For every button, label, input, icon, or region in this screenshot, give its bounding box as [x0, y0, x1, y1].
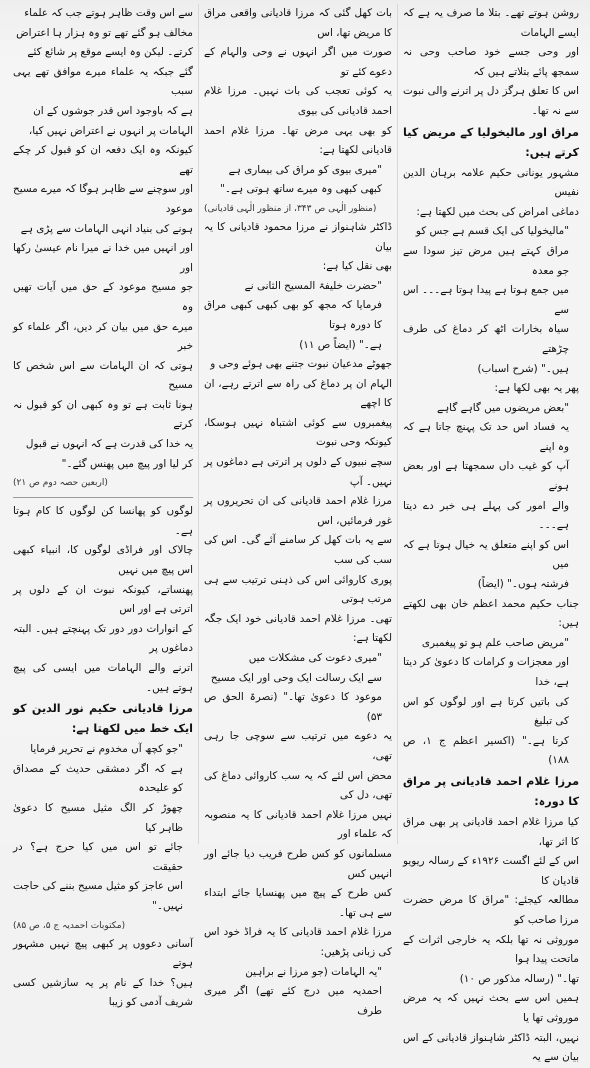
citation: (منظور الٰہی ص ۳۴۳، از منظور الٰہی قادیانی): [204, 203, 377, 214]
column-left: [8, 4, 198, 1009]
paragraph: مشہور یونانی حکیم علامہ برہان الدین نفیس دماغی امراض کی بحث میں لکھتا ہے:: [403, 166, 579, 218]
quotation: "جو کچھ آں مخدوم نے تحریر فرمایا ہے کہ اگر دمشقی حدیث کے مصداق کو علیحدہ چھوڑ کر الگ مثیل مسیح کا دعویٰ ظاہر کیا جائے تو اس میں کیا حرج ہے؟ در حقیقت اس عاجز کو مثیل مسیح بننے کی حاجت نہیں۔": [13, 743, 183, 912]
quotation: "میری بیوی کو مراق کی بیماری ہے کبھی کبھی وہ میرے ساتھ ہوتی ہے۔": [220, 163, 382, 196]
paragraph: یہ دعوے میں ترتیب سے سوچی جا رہی تھی، محض اس لئے کہ یہ سب کاروائی دماغ کی تھی، دل کی نہیں مرزا غلام احمد قادیانی کا یہ منصوبہ کہ علماء اور مسلمانوں کو کس طرح فریب دیا جائے اور انہیں کس کس طرح کے پیچ میں پھنسایا جائے ابتداء سے ہی تھا۔ مرزا غلام احمد قادیانی کا یہ فراڈ خود اس کی زبانی پڑھیں:: [204, 730, 392, 958]
citation: (مکتوبات احمدیہ ج ۵، ص ۸۵): [13, 920, 126, 931]
quotation: "میری دعوت کی مشکلات میں سے ایک رسالت ایک وحی اور ایک مسیح موعود کا دعویٰ تھا۔" (نصرۃ الحق ص ۵۳): [204, 652, 382, 723]
section-heading: مرزا غلام احمد قادیانی پر مراق کا دورہ:: [403, 774, 579, 808]
paragraph: روشن ہوتے تھے۔ بتلا ما صرف یہ ہے کہ ایسے الہامات اور وحی جسے خود صاحب وحی نہ سمجھ پائے بتلاتے ہیں کہ اس کا تعلق ہرگز دل پر اترنے والی نبوت سے نہ تھا۔: [403, 7, 579, 117]
section-heading: مرزا قادیانی حکیم نور الدین کو ایک خط میں لکھتا ہے:: [13, 702, 193, 736]
section-heading: مراق اور مالیخولیا کے مریض کیا کرتے ہیں:: [403, 125, 579, 159]
paragraph: جھوٹے مدعیان نبوت جتنے بھی ہوئے وحی و الہام ان پر دماغ کی راہ سے اترتے رہے، ان کا اچھے پیغمبروں سے کوئی اشتباہ نہیں ہوسکا، کیونکہ وحی نبوت سچے نبیوں کے دلوں پر اترتی ہے دماغوں پر نہیں۔ آپ مرزا غلام احمد قادیانی کی ان تحریروں پر غور فرمائیں، اس سے یہ بات کھل کر سامنے آئے گی۔ اس کی سب کی سب پوری کاروائی اس کی ذہنی ترتیب سے ہی مرتب ہوتی تھی۔ مرزا غلام احمد قادیانی خود ایک جگہ لکھتا ہے:: [204, 358, 392, 645]
quotation: "یہ الہامات (جو مرزا نے براہین احمدیہ میں درج کئے تھے) اگر میری طرف: [204, 965, 382, 1017]
paragraph: جناب حکیم محمد اعظم خان بھی لکھتے ہیں:: [403, 597, 579, 630]
paragraph: پھر یہ بھی لکھا ہے:: [494, 382, 579, 395]
quotation: "حضرت خلیفۃ المسیح الثانی نے فرمایا کہ مجھ کو بھی کبھی کبھی مراق کا دورہ ہوتا ہے۔" (ایضاً ص ۱۱): [204, 279, 382, 351]
paragraph: ڈاکٹر شاہنواز نے مرزا محمود قادیانی کا یہ بیان بھی نقل کیا ہے:: [204, 220, 392, 273]
paragraph: سے اس وقت ظاہر ہوتے جب کہ علماء مخالف ہو گئے تھے تو وہ ہزار ہا اعتراض کرتے۔ لیکن وہ ایسے موقع پر شائع کئے گئے جبکہ یہ علماء میرے موافق تھے یہی سبب ہے کہ باوجود اس قدر جوشوں کے ان الہامات پر انہوں نے اعتراض نہیں کیا، کیونکہ وہ ایک دفعہ ان کو قبول کر چکے تھے اور سوچنے سے ظاہر ہوگا کہ میرے مسیح موعود ہونے کی بنیاد انہی الہامات سے پڑی ہے اور انہیں میں خدا نے میرا نام عیسیٰ رکھا اور جو مسیح موعود کے حق میں آیات تھیں وہ میرے حق میں بیان کر دیں، اگر علماء کو خبر ہوتی کہ ان الہامات سے اس شخص کا مسیح ہونا ثابت ہے تو وہ کبھی ان کو قبول نہ کرتے یہ خدا کی قدرت ہے کہ انہوں نے قبول کر لیا اور پیچ میں پھنس گئے۔": [13, 7, 193, 470]
column-right: [398, 4, 584, 1064]
section-divider: [13, 497, 193, 498]
quotation: "بعض مریضوں میں گاہے گاہے یہ فساد اس حد تک پہنچ جاتا ہے کہ وہ اپنے آپ کو غیب داں سمجھتا ہے اور بعض ہونے والے امور کی پہلے ہی خبر دے دیتا ہے۔۔۔ اس کو اپنے متعلق یہ خیال ہوتا ہے کہ میں فرشتہ ہوں۔" (ایضاً): [403, 401, 569, 591]
paragraph: ہمیں اس سے بحث نہیں کہ یہ مرض موروثی تھا یا نہیں، البتہ ڈاکٹر شاہنواز قادیانی کے اس بیان سے یہ: [403, 992, 579, 1064]
quotation: "مالیخولیا کی ایک قسم ہے جس کو مراق کہتے ہیں مرض تیز سودا سے جو معدہ میں جمع ہوتا ہے پیدا ہوتا ہے۔۔۔ اس سے سیاہ بخارات اٹھ کر دماغ کی طرف چڑھتے ہیں۔" (شرح اسباب): [403, 225, 569, 375]
paragraph: آسانی دعووں پر کبھی پیچ نہیں مشہور ہوتے ہیں؟ خدا کے نام پر یہ سازشیں کسی شریف آدمی کو زیبا: [13, 937, 193, 1009]
paragraph: کیا مرزا غلام احمد قادیانی پر بھی مراق کا اثر تھا، اس کے لئے اگست ۱۹۲۶ء کے رسالہ ریویو قادیان کا مطالعہ کیجئے: "مراق کا مرض حضرت مرزا صاحب کو موروثی نہ تھا بلکہ یہ خارجی اثرات کے ماتحت پیدا ہوا تھا۔" (رسالہ مذکور ص ۱۰): [403, 815, 580, 985]
quotation: "مریض صاحب علم ہو تو پیغمبری اور معجزات و کرامات کا دعویٰ کر دیتا ہے، خدا کی باتیں کرتا ہے اور لوگوں کو اس کی تبلیغ کرتا ہے۔" (اکسیر اعظم ج ۱، ص ۱۸۸): [403, 636, 569, 767]
paragraph: بات کھل گئی کہ مرزا قادیانی واقعی مراق کا مریض تھا، اس صورت میں اگر انہوں نے وحی والہام کے دعوے کئے تو یہ کوئی تعجب کی بات نہیں۔ مرزا غلام احمد قادیانی کی بیوی کو بھی یہی مرض تھا۔ مرزا غلام احمد قادیانی لکھتا ہے:: [204, 7, 392, 157]
paragraph: لوگوں کو پھانسا کن لوگوں کا کام ہوتا ہے۔ چالاک اور فراڈی لوگوں کا، انبیاء کبھی اس پیچ میں نہیں پھنساتے، کیونکہ نبوت ان کے دلوں پر اترتی ہے اور اس کے انوارات دور دور تک پہنچتے ہیں۔ البتہ دماغوں پر اترنے والے الہامات میں ایسی کی پیچ ہوتے ہیں۔: [13, 505, 193, 694]
column-middle: [198, 4, 398, 1017]
citation: (اربعین حصہ دوم ص ۲۱): [13, 478, 108, 489]
